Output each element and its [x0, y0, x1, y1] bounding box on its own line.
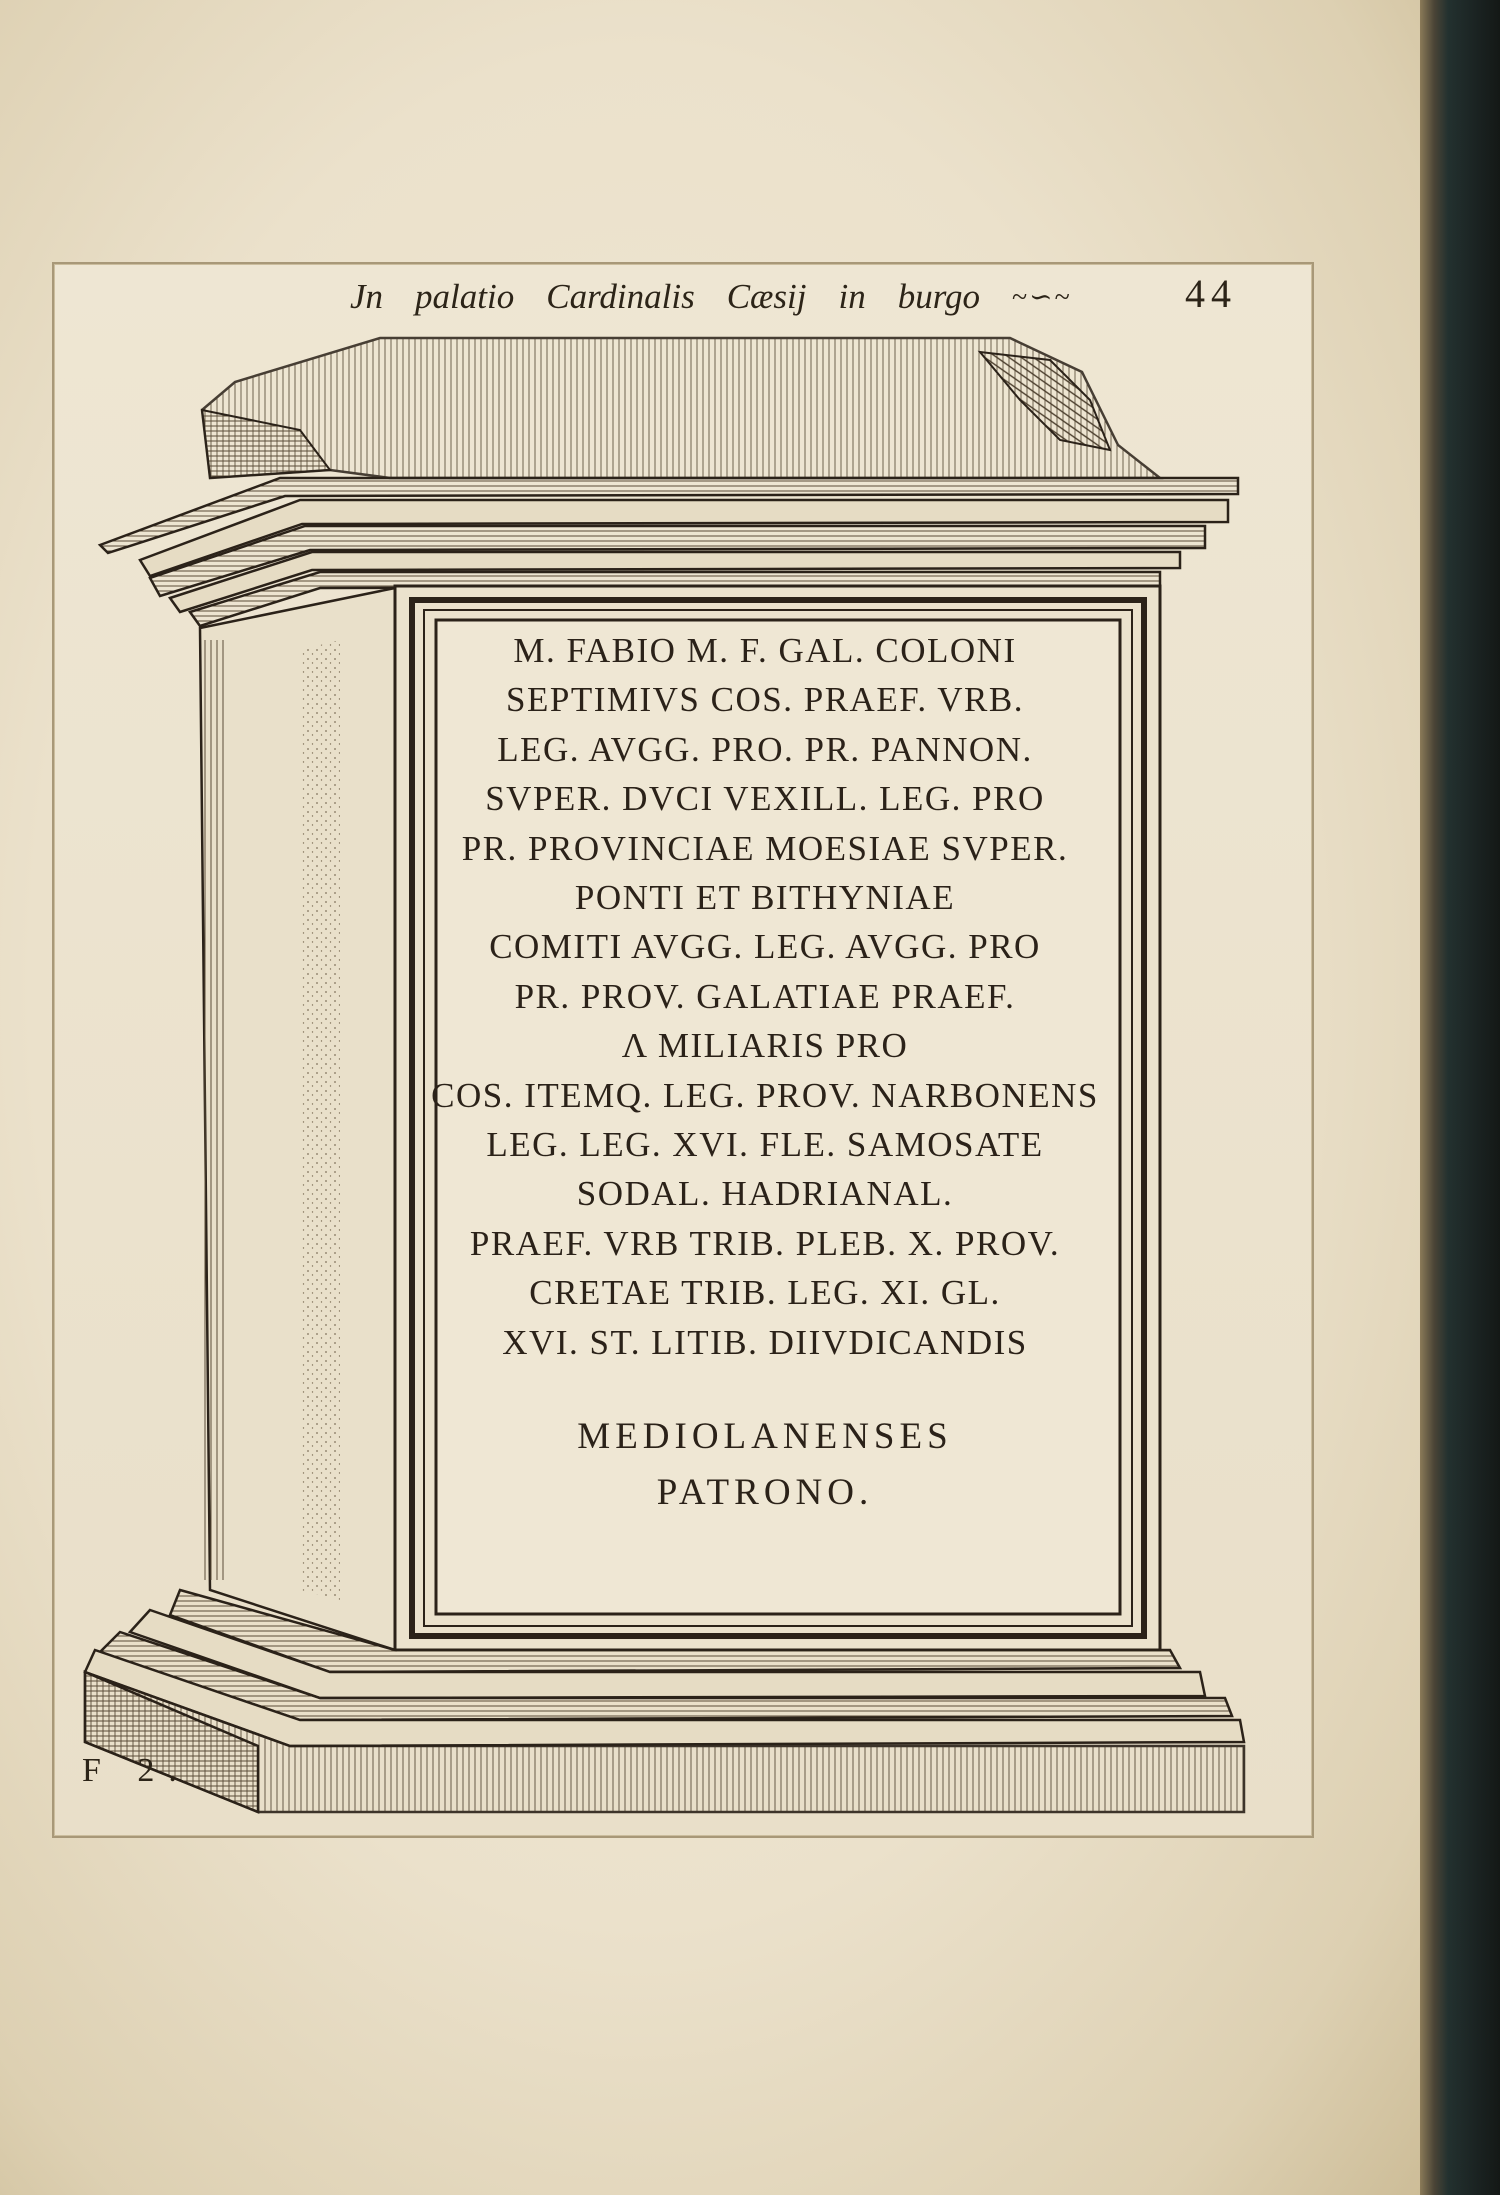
header-word: Jn [350, 277, 384, 316]
page-number: 44 [1185, 271, 1237, 316]
inscription-line: PR. PROV. GALATIAE PRAEF. [514, 976, 1016, 1016]
inscription-spacer [430, 1367, 1100, 1409]
header-word: in [838, 277, 866, 316]
inscription-line: SODAL. HADRIANAL. [576, 1174, 954, 1214]
inscription-line: PRAEF. VRB TRIB. PLEB. X. PROV. [469, 1223, 1061, 1263]
inscription-panel [430, 626, 1100, 1576]
inscription-line: COMITI AVGG. LEG. AVGG. PRO [489, 927, 1041, 967]
inscription-line: PR. PROVINCIAE MOESIAE SVPER. [461, 828, 1069, 868]
inscription-line: SVPER. DVCI VEXILL. LEG. PRO [485, 779, 1045, 819]
header-word: Cæsij [726, 277, 807, 316]
pedestal-top-slab [202, 338, 1160, 478]
inscription-line: Λ MILIARIS PRO [621, 1026, 909, 1066]
signature-mark: F 2. [82, 1752, 191, 1789]
header-word: burgo [897, 277, 981, 316]
header-word: Cardinalis [546, 277, 695, 316]
plate-header-caption [350, 272, 1110, 322]
inscription-line: LEG. LEG. XVI. FLE. SAMOSATE [486, 1125, 1044, 1165]
inscription-line: M. FABIO M. F. GAL. COLONI [513, 631, 1017, 670]
inscription-line: XVI. ST. LITIB. DIIVDICANDIS [502, 1322, 1028, 1362]
header-word: palatio [415, 277, 515, 316]
flourish-ornament: ~∽~ [1012, 282, 1072, 313]
inscription-dedication: PATRONO. [656, 1472, 874, 1514]
inscription-line: SEPTIMIVS COS. PRAEF. VRB. [506, 680, 1024, 720]
pedestal-side-face [200, 588, 395, 1650]
inscription-line: CRETAE TRIB. LEG. XI. GL. [529, 1273, 1001, 1313]
inscription-line: LEG. AVGG. PRO. PR. PANNON. [497, 729, 1033, 769]
inscription-line: COS. ITEMQ. LEG. PROV. NARBONENS [431, 1075, 1099, 1115]
inscription-line: PONTI ET BITHYNIAE [574, 878, 956, 918]
inscription-dedicators: MEDIOLANENSES [577, 1416, 953, 1458]
